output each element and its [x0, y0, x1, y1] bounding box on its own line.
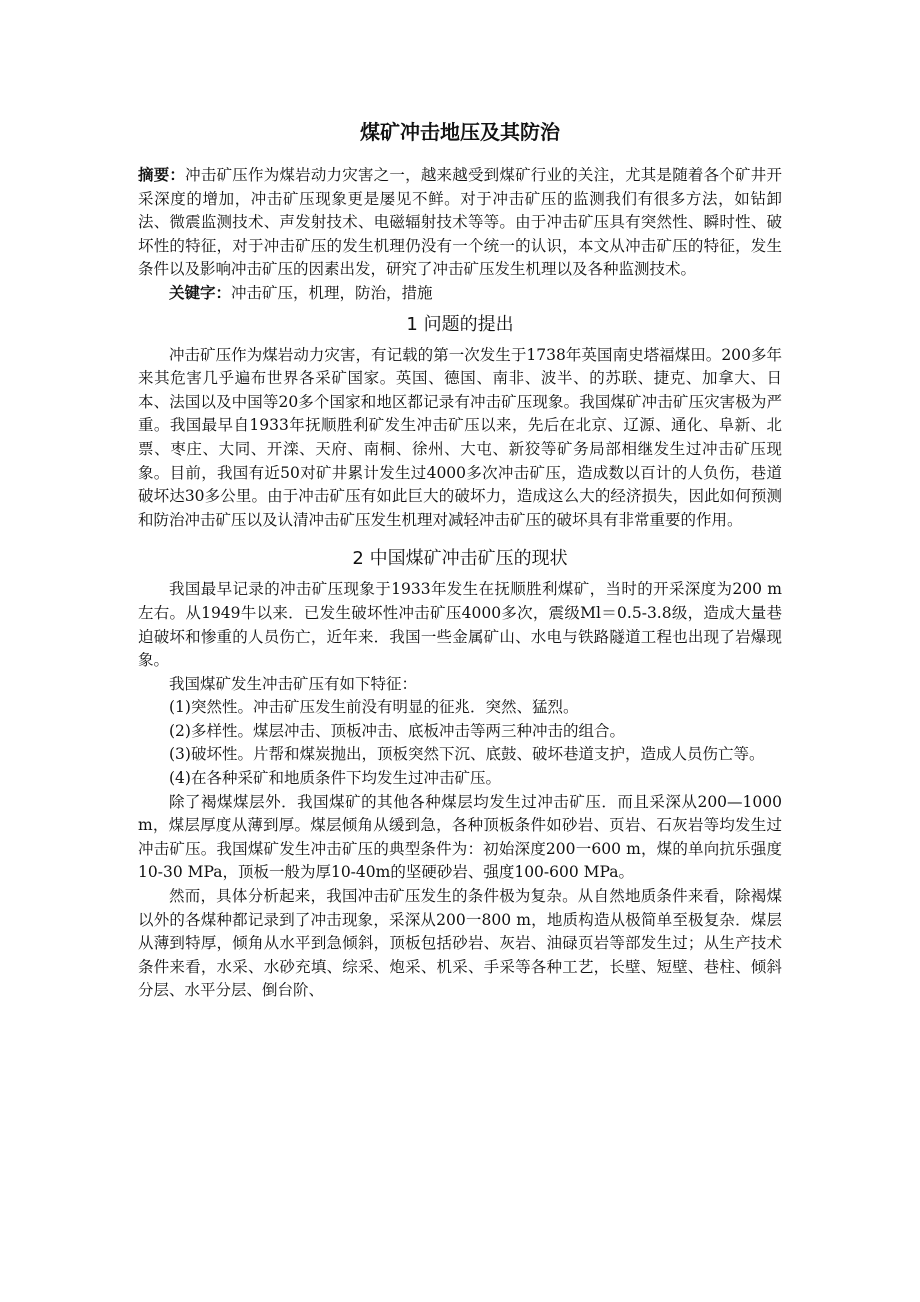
- abstract-label: 摘要：: [138, 166, 186, 184]
- section-1-heading: 1 问题的提出: [406, 313, 514, 335]
- section-2-list-item: (4)在各种采矿和地质条件下均发生过冲击矿压。: [169, 769, 501, 788]
- section-2-heading: 2 中国煤矿冲击矿压的现状: [352, 548, 568, 570]
- section-2-paragraph: 我国煤矿发生冲击矿压有如下特征：: [169, 674, 418, 693]
- section-2-paragraph: 然而，具体分析起来，我国冲击矿压发生的条件极为复杂。从自然地质条件来看，除褐煤以外的各煤种都记录到了冲击现象，采深从200一800 m，地质构造从极简单至极复杂．煤层从薄到特厚，倾角从水平到急倾斜，顶板包括砂岩、灰岩、油碌页岩等部发生过；从生产技术条件来看，水采、水砂充填、综采、炮采、机采、手采等各种工艺，长壁、短壁、巷柱、倾斜分层、水平分层、倒台阶、: [138, 887, 782, 1000]
- section-2-list-item: (3)破坏性。片帮和煤炭抛出，顶板突然下沉、底鼓、破坏巷道支护，造成人员伤亡等。: [169, 745, 765, 764]
- section-2-list-item: (1)突然性。冲击矿压发生前没有明显的征兆．突然、猛烈。: [169, 698, 579, 717]
- section-1-paragraph: 冲击矿压作为煤岩动力灾害，有记载的第一次发生于1738年英国南史塔福煤田。200多年来其危害几乎遍布世界各采矿国家。英国、德国、南非、波半、的苏联、捷克、加拿大、日本、法国以及中国等20多个国家和地区都记录有冲击矿压现象。我国煤矿冲击矿压灾害极为严重。我国最早自1933年抚顺胜利矿发生冲击矿压以来，先后在北京、辽源、通化、阜新、北票、枣庄、大同、开滦、天府、南桐、徐州、大屯、新狡等矿务局部相继发生过冲击矿压现象。目前，我国有近50对矿井累计发生过4000多次冲击矿压，造成数以百计的人负伤，巷道破坏达30多公里。由于冲击矿压有如此巨大的破坏力，造成这么大的经济损失，因此如何预测和防治冲击矿压以及认清冲击矿压发生机理对减轻冲击矿压的破坏具有非常重要的作用。: [138, 345, 782, 529]
- abstract: [138, 164, 782, 282]
- document-title: 煤矿冲击地压及其防治: [360, 120, 560, 144]
- section-2-paragraph: 除了褐煤煤层外．我国煤矿的其他各种煤层均发生过冲击矿压．而且采深从200—1000 m，煤层厚度从薄到厚。煤层倾角从缓到急，各种顶板条件如砂岩、页岩、石灰岩等均发生过冲击矿压。我国煤矿发生冲击矿压的典型条件为：初始深度200一600 m，煤的单向抗乐强度10-30 MPa，顶板一般为厚10-40m的坚硬砂岩、强度100-600 MPa。: [138, 792, 782, 882]
- keywords: [138, 282, 782, 306]
- keywords-label: 关键字：: [169, 283, 232, 302]
- section-2-paragraph: 我国最早记录的冲击矿压现象于1933年发生在抚顺胜利煤矿，当时的开采深度为200 m左右。从1949牛以来．已发生破坏性冲击矿压4000多次，震级Ml＝0.5-3.8级，造成大量巷迫破坏和惨重的人员伤亡，近年来．我国一些金属矿山、水电与铁路隧道工程也出现了岩爆现象。: [138, 580, 782, 670]
- section-2-list-item: (2)多样性。煤层冲击、顶板冲击、底板冲击等两三种冲击的组合。: [169, 721, 625, 740]
- keywords-text: 冲击矿压，机理，防治，措施: [231, 283, 433, 302]
- abstract-text: 冲击矿压作为煤岩动力灾害之一，越来越受到煤矿行业的关注，尤其是随着各个矿井开采深度的增加，冲击矿压现象更是屡见不鲜。对于冲击矿压的监测我们有很多方法，如钻卸法、微震监测技术、声发射技术、电磁辐射技术等等。由于冲击矿压具有突然性、瞬时性、破坏性的特征，对于冲击矿压的发生机理仍没有一个统一的认识，本文从冲击矿压的特征，发生条件以及影响冲击矿压的因素出发，研究了冲击矿压发生机理以及各种监测技术。: [138, 166, 782, 279]
